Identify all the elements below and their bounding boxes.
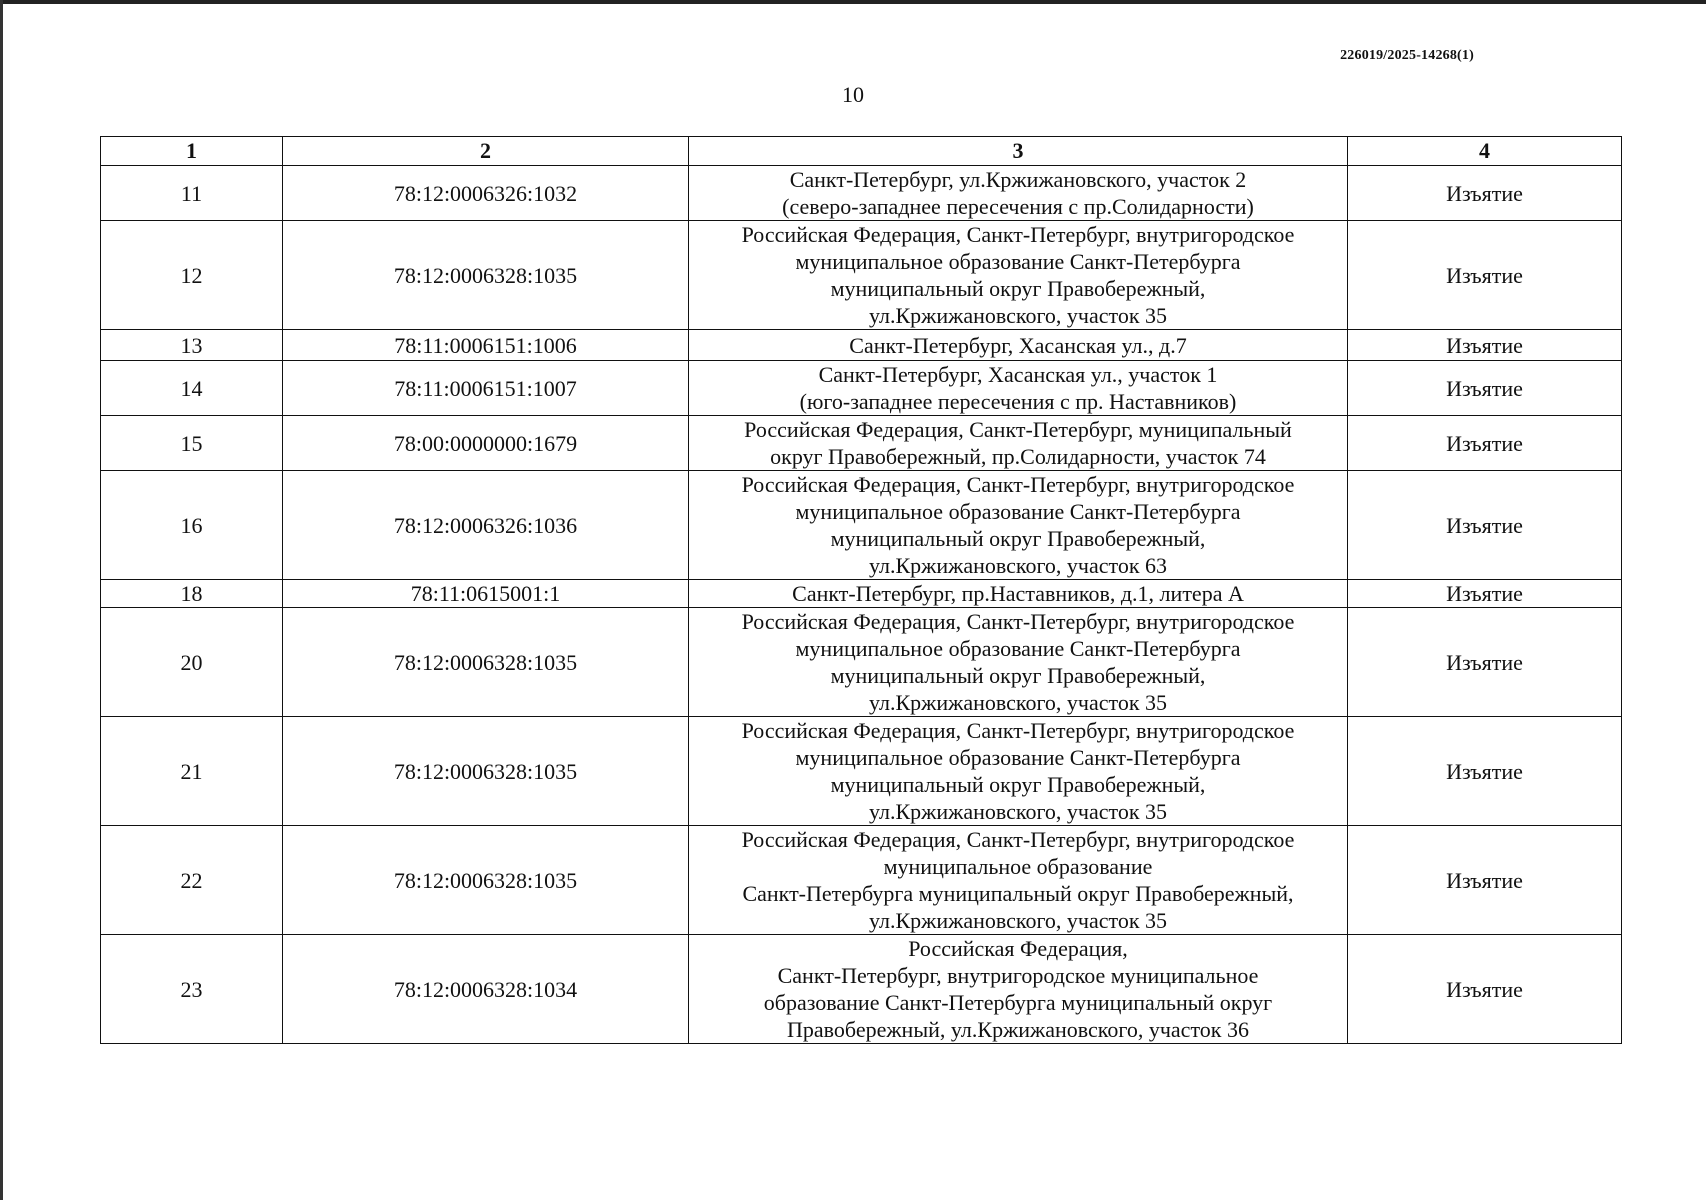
row-number: 20: [101, 608, 283, 717]
action: Изъятие: [1348, 166, 1622, 221]
cadastral-number: 78:12:0006328:1035: [283, 826, 689, 935]
row-number: 18: [101, 580, 283, 608]
document-number: 226019/2025-14268(1): [1340, 48, 1474, 63]
page-number: 10: [842, 82, 864, 107]
address: Российская Федерация, Санкт-Петербург, муниципальный округ Правобережный, пр.Солидарности, участок 74: [689, 416, 1348, 471]
table-row: [101, 717, 1622, 826]
address: Санкт-Петербург, пр.Наставников, д.1, литера А: [689, 580, 1348, 608]
table-body: [101, 166, 1622, 1044]
action: Изъятие: [1348, 471, 1622, 580]
column-header-2: 2: [283, 137, 689, 166]
cadastral-number: 78:11:0615001:1: [283, 580, 689, 608]
column-header-3: 3: [689, 137, 1348, 166]
address: Российская Федерация, Санкт-Петербург, внутригородское муниципальное образование Санкт-Петербурга муниципальный округ Правобережный, ул.Кржижановского, участок 36: [689, 935, 1348, 1044]
top-border-line: [0, 0, 1706, 4]
table-row: [101, 166, 1622, 221]
cadastral-number: 78:00:0000000:1679: [283, 416, 689, 471]
address: Российская Федерация, Санкт-Петербург, внутригородское муниципальное образование Санкт-Петербурга муниципальный округ Правобережный, ул.Кржижановского, участок 35: [689, 608, 1348, 717]
column-header-1: 1: [101, 137, 283, 166]
cadastral-number: 78:12:0006328:1035: [283, 608, 689, 717]
action: Изъятие: [1348, 717, 1622, 826]
cadastral-number: 78:12:0006326:1032: [283, 166, 689, 221]
row-number: 23: [101, 935, 283, 1044]
table-row: [101, 471, 1622, 580]
address: Российская Федерация, Санкт-Петербург, внутригородское муниципальное образование Санкт-Петербурга муниципальный округ Правобережный, ул.Кржижановского, участок 35: [689, 221, 1348, 330]
row-number: 15: [101, 416, 283, 471]
row-number: 13: [101, 330, 283, 361]
table-row: [101, 361, 1622, 416]
table-row: [101, 330, 1622, 361]
address: Санкт-Петербург, Хасанская ул., участок 1 (юго-западнее пересечения с пр. Наставников): [689, 361, 1348, 416]
table-row: [101, 416, 1622, 471]
address: Российская Федерация, Санкт-Петербург, внутригородское муниципальное образование Санкт-Петербурга муниципальный округ Правобережный, ул.Кржижановского, участок 35: [689, 717, 1348, 826]
address: Российская Федерация, Санкт-Петербург, внутригородское муниципальное образование Санкт-Петербурга муниципальный округ Правобережный, ул.Кржижановского, участок 63: [689, 471, 1348, 580]
action: Изъятие: [1348, 221, 1622, 330]
land-plots-table: [100, 136, 1622, 1044]
table-row: [101, 826, 1622, 935]
action: Изъятие: [1348, 416, 1622, 471]
column-header-4: 4: [1348, 137, 1622, 166]
cadastral-number: 78:12:0006328:1035: [283, 717, 689, 826]
cadastral-number: 78:11:0006151:1007: [283, 361, 689, 416]
cadastral-number: 78:11:0006151:1006: [283, 330, 689, 361]
row-number: 11: [101, 166, 283, 221]
address: Санкт-Петербург, ул.Кржижановского, участок 2 (северо-западнее пересечения с пр.Солидарности): [689, 166, 1348, 221]
action: Изъятие: [1348, 361, 1622, 416]
cadastral-number: 78:12:0006328:1035: [283, 221, 689, 330]
cadastral-number: 78:12:0006328:1034: [283, 935, 689, 1044]
cadastral-number: 78:12:0006326:1036: [283, 471, 689, 580]
row-number: 21: [101, 717, 283, 826]
row-number: 22: [101, 826, 283, 935]
action: Изъятие: [1348, 935, 1622, 1044]
table-row: [101, 935, 1622, 1044]
address: Санкт-Петербург, Хасанская ул., д.7: [689, 330, 1348, 361]
row-number: 16: [101, 471, 283, 580]
table-row: [101, 580, 1622, 608]
table-row: [101, 608, 1622, 717]
address: Российская Федерация, Санкт-Петербург, внутригородское муниципальное образование Санкт-Петербурга муниципальный округ Правобережный, ул.Кржижановского, участок 35: [689, 826, 1348, 935]
action: Изъятие: [1348, 608, 1622, 717]
action: Изъятие: [1348, 580, 1622, 608]
row-number: 12: [101, 221, 283, 330]
table-header-row: [101, 137, 1622, 166]
action: Изъятие: [1348, 330, 1622, 361]
action: Изъятие: [1348, 826, 1622, 935]
left-border-line: [0, 0, 3, 1200]
row-number: 14: [101, 361, 283, 416]
table-row: [101, 221, 1622, 330]
